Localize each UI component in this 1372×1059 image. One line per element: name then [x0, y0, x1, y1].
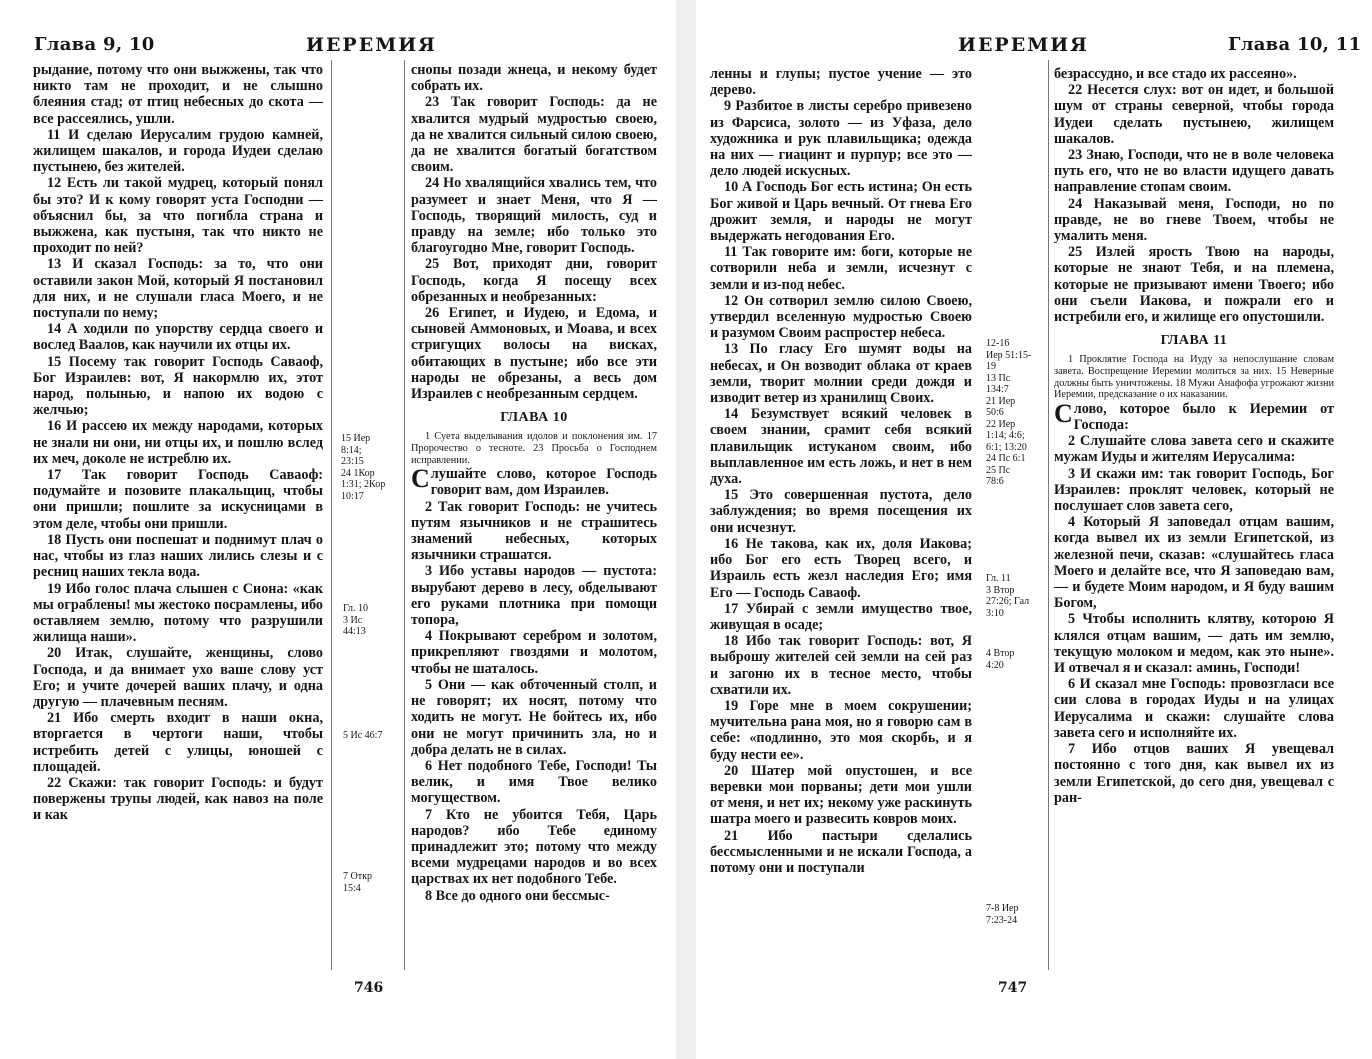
verse: 20 Итак, слушайте, женщины, слово Господа, и да внимает ухо ваше слову уст Его; и учите дочерей ваших плачу, и одна другую — плачевным песням. [33, 645, 323, 710]
cross-reference: Гл. 11 [986, 573, 1011, 584]
verse: 19 Горе мне в моем сокрушении; мучительна рана моя, но я говорю сам в себе: «подлинно, это моя скорбь, и я буду нести ее». [710, 697, 972, 763]
verse: 18 Пусть они поспешат и поднимут плач о нас, чтобы из глаз наших лились слезы и с ресниц наших текла вода. [33, 531, 323, 581]
verse: 18 Ибо так говорит Господь: вот, Я выброшу жителей сей земли на сей раз и загоню их в тесное место, чтобы схватили их. [710, 633, 972, 698]
verse: 21 Ибо смерть входит в наши окна, вторгается в чертоги наши, чтобы истребить детей с улицы, юношей с площадей. [33, 710, 323, 775]
verse: 6 И сказал мне Господь: провозгласи все сии слова в городах Иуды и на улицах Иерусалима и скажи: слушайте слова завета сего и исполняйте их. [1054, 676, 1334, 741]
verse: 25 Излей ярость Твою на народы, которые не знают Тебя, и на племена, которые не призывают имени Твоего; ибо они съели Иакова, и пожрали его и истребили его, и жилище его опустошили. [1054, 244, 1334, 326]
cross-reference: Иер 51:15- [986, 349, 1032, 361]
verse: 5 Они — как обточенный столп, и не говорят; их носят, потому что ходить не могут. Не бойтесь их, ибо они не могут причинить зла, но и добра делать не в силах. [411, 676, 657, 758]
right-column-1 [710, 66, 972, 970]
verse: 12 Есть ли такой мудрец, который понял бы это? И к кому говорят уста Господни — объяснил бы, за что погибла страна и выжжена, как пустыня, так что никто не проходит по ней? [33, 175, 323, 257]
cross-reference: 23:15 [341, 456, 364, 467]
margin-note [986, 648, 1014, 671]
verse: 12 Он сотворил землю силою Своею, утвердил вселенную мудростью Своею и разумом Своим распростер небеса. [710, 292, 972, 342]
verse: 10 А Господь Бог есть истина; Он есть Бог живой и Царь вечный. От гнева Его дрожит земля, и народы не могут выдержать негодования Его. [710, 179, 972, 245]
margin-note [343, 871, 372, 894]
verse: 24 Но хвалящийся хвались тем, что разумеет и знает Меня, что Я — Господь, творящий милость, суд и правду на земле; ибо только это благоугодно Мне, говорит Господь. [411, 175, 657, 257]
verse: 15 Это совершенная пустота, дело заблуждения; во время посещения их они исчезнут. [710, 487, 972, 536]
verse: 9 Разбитое в листы серебро привезено из Фарсиса, золото — из Уфаза, дело художника и рук плавильщика; одежда на них — гиацинт и пурпур; все это — дело людей искусных. [710, 98, 972, 180]
cross-reference: 8:14; [341, 444, 362, 456]
verse: 2 Так говорит Господь: не учитесь путям язычников и не страшитесь знамений небесных, которых язычники страшатся. [411, 498, 657, 564]
left-page-number: 746 [354, 980, 384, 996]
cross-reference: 10:17 [341, 490, 364, 502]
left-column-2 [411, 62, 657, 970]
verse: 4 Который Я заповедал отцам вашим, когда вывел их из земли Египетской, из железной печи, сказав: «слушайтесь гласа Моего и делайте все, что Я заповедаю вам, — и будете Моим народом, и Я буду вашим Богом, [1054, 514, 1334, 612]
left-page [0, 0, 676, 1059]
cross-reference: 134:7 [986, 384, 1009, 395]
cross-reference: 13 Пс [986, 372, 1011, 384]
verse: 20 Шатер мой опустошен, и все веревки мои порваны; дети мои ушли от меня, и нет их; некому уже раскинуть шатра моего и развесить ковров моих. [710, 762, 972, 828]
chapter-10-heading: ГЛАВА 10 [500, 410, 568, 426]
margin-note [986, 338, 1031, 488]
verse: 15 Посему так говорит Господь Саваоф, Бог Израилев: вот, Я накормлю их, этот народ, полынью, и напою их водою с желчью; [33, 353, 323, 419]
margin-note [343, 730, 382, 742]
verse: рыдание, потому что они выжжены, так что никто там не проходит, и не слышно блеяния стад; от птиц небесных до скота — все рассеялись, ушли. [33, 62, 323, 127]
right-book-title: ИЕРЕМИЯ [958, 34, 1089, 56]
chapter-10-verse-1: Слушайте слово, которое Господь говорит вам, дом Израилев. [411, 464, 657, 499]
book-spine [676, 0, 696, 1059]
chapter-11-summary: 1 Проклятие Господа на Иуду за непослушание словам завета. Воспрещение Иеремии молиться за них. 15 Неверные должны быть уничтожены. 18 Мужи Анафофа угрожают жизни Иеремии, предсказание о их наказании. [1054, 354, 1334, 401]
verse: снопы позади жнеца, и некому будет собрать их. [411, 62, 657, 95]
cross-reference: 24 Пс 6:1 [986, 453, 1026, 464]
verse: 13 И сказал Господь: за то, что они оставили закон Мой, который Я постановил для них, и не слушали гласа Моего, и не поступали по нему; [33, 256, 323, 322]
verse: 17 Убирай с земли имущество твое, живущая в осаде; [710, 600, 972, 633]
verse: безрассудно, и все стадо их рассеяно». [1054, 66, 1297, 82]
cross-reference: Гл. 10 [343, 603, 369, 614]
cross-reference: 15 Иер [341, 433, 371, 444]
verse: 24 Наказывай меня, Господи, но по правде, не во гневе Твоем, чтобы не умалить меня. [1054, 195, 1334, 245]
margin-note [343, 603, 368, 638]
cross-reference: 24 1Кор [341, 467, 375, 479]
verse: 21 Ибо пастыри сделались бессмысленными и не искали Господа, а потому они и поступали [710, 827, 972, 876]
column-rule [404, 60, 405, 970]
chapter-11-verse-1: Слово, которое было к Иеремии от Господа: [1054, 398, 1334, 434]
cross-reference: 15:4 [343, 882, 361, 894]
verse: 11 Так говорите им: боги, которые не сотворили неба и земли, исчезнут с земли и из-под небес. [710, 244, 972, 293]
verse: 22 Несется слух: вот он идет, и большой шум от страны северной, чтобы города Иудеи сделать пустынею, жилищем шакалов. [1054, 82, 1334, 147]
chapter-11-heading: ГЛАВА 11 [1160, 333, 1228, 349]
cross-reference: 5 Ис 46:7 [343, 730, 383, 741]
left-column-1 [33, 62, 323, 970]
verse: 7 Ибо отцов ваших Я увещевал постоянно с того дня, как вывел их из земли Египетской, до сего дня, увещевал с ран- [1054, 741, 1334, 806]
verse: 5 Чтобы исполнить клятву, которою Я клялся отцам вашим, — дать им землю, текущую молоком и медом, как это ныне». И отвечал я и сказал: аминь, Господи! [1054, 611, 1334, 677]
verse: 19 Ибо голос плача слышен с Сиона: «как мы ограблены! мы жестоко посрамлены, ибо оставляем землю, потому что разрушили жилища наши». [33, 580, 323, 646]
verse: 11 И сделаю Иерусалим грудою камней, жилищем шакалов, и города Иудеи сделаю пустынею, без жителей. [33, 126, 323, 176]
cross-reference: 19 [986, 361, 996, 372]
verse: 14 А ходили по упорству сердца своего и вослед Ваалов, как научили их отцы их. [33, 321, 323, 354]
cross-reference: 7:23-24 [986, 914, 1018, 926]
cross-reference: 3:10 [986, 607, 1004, 619]
right-column-2 [1054, 66, 1334, 970]
cross-reference: 7-8 Иер [986, 903, 1019, 914]
right-page-number: 747 [998, 980, 1028, 996]
cross-reference: 1:14; 4:6; [986, 430, 1025, 441]
cross-reference: 4 Втор [986, 648, 1015, 659]
right-page [696, 0, 1372, 1059]
chapter-10-summary: 1 Суета выделывания идолов и поклонения им. 17 Пророчество о тесноте. 23 Просьба о Господнем исправлении. [411, 431, 657, 466]
verse: 2 Слушайте слова завета сего и скажите мужам Иуды и жителям Иерусалима: [1054, 433, 1334, 466]
verse: 25 Вот, приходят дни, говорит Господь, когда Я посещу всех обрезанных и необрезанных: [411, 256, 657, 305]
cross-reference: 22 Иер [986, 418, 1016, 430]
verse: 23 Так говорит Господь: да не хвалится мудрый мудростью своею, да не хвалится сильный силою своею, да не хвалится богатый богатством своим. [411, 94, 657, 176]
margin-note [341, 433, 385, 502]
cross-reference: 44:13 [343, 626, 366, 637]
cross-reference: 78:6 [986, 476, 1004, 487]
verse: 14 Безумствует всякий человек в своем знании, срамит себя всякий плавильщик истуканом своим, ибо выплавленное им есть ложь, и нет в нем духа. [710, 406, 972, 488]
margin-note [986, 903, 1019, 926]
column-rule [1048, 60, 1049, 970]
cross-reference: 3 Ис [343, 614, 363, 626]
cross-reference: 3 Втор [986, 584, 1015, 596]
verse: 6 Нет подобного Тебе, Господи! Ты велик, и имя Твое велико могуществом. [411, 757, 657, 807]
left-chapter-ref: Глава 9, 10 [34, 34, 155, 55]
verse: 16 И рассею их между народами, которых не знали ни они, ни отцы их, и пошлю вслед их меч, доколе не истреблю их. [33, 418, 323, 467]
verse: 17 Так говорит Господь Саваоф: подумайте и позовите плакальщиц, чтобы они пришли; пошлите за искусницами в этом деле, чтобы они пришли. [33, 467, 323, 532]
cross-reference: 6:1; 13:20 [986, 441, 1027, 453]
cross-reference: 4:20 [986, 659, 1004, 671]
verse: 3 Ибо уставы народов — пустота: вырубают дерево в лесу, обделывают его руками плотника при помощи топора, [411, 563, 657, 629]
cross-reference: 1:31; 2Кор [341, 479, 386, 490]
left-book-title: ИЕРЕМИЯ [306, 34, 437, 56]
verse: 26 Египет, и Иудею, и Едома, и сыновей Аммоновых, и Моава, и всех стригущих волосы на висках, обитающих в пустыне; ибо все эти народы не обрезаны, а весь дом Израилев с необрезанным сердцем. [411, 305, 657, 403]
right-chapter-ref: Глава 10, 11 [1228, 34, 1362, 55]
verse: 4 Покрывают серебром и золотом, прикрепляют гвоздями и молотом, чтобы не шаталось. [411, 628, 657, 677]
verse: 13 По гласу Его шумят воды на небесах, и Он возводит облака от краев земли, творит молнии среди дождя и изводит ветер из хранилищ Своих. [710, 341, 972, 407]
cross-reference: 50:6 [986, 407, 1004, 418]
drop-cap: С [1054, 398, 1073, 428]
verse: 7 Кто не убоится Тебя, Царь народов? ибо Тебе единому принадлежит это; потому что между всеми мудрецами народов и во всех царствах их нет подобного Тебе. [411, 806, 657, 888]
verse: 16 Не такова, как их, доля Иакова; ибо Бог его есть Творец всего, и Израиль есть жезл наследия Его; имя Его — Господь Саваоф. [710, 535, 972, 601]
verse: 8 Все до одного они бессмыс- [425, 887, 610, 904]
verse: ленны и глупы; пустое учение — это дерево. [710, 66, 972, 99]
verse: 23 Знаю, Господи, что не в воле человека путь его, что не во власти идущего давать направление стопам своим. [1054, 147, 1334, 196]
verse: 22 Скажи: так говорит Господь: и будут повержены трупы людей, как навоз на поле и как [33, 774, 323, 824]
verse: 3 И скажи им: так говорит Господь, Бог Израилев: проклят человек, который не послушает слов завета сего, [1054, 465, 1334, 515]
cross-reference: 27:26; Гал [986, 596, 1030, 607]
cross-reference: 12-16 [986, 338, 1010, 349]
column-rule [331, 60, 332, 970]
cross-reference: 25 Пс [986, 464, 1011, 476]
drop-cap: С [411, 464, 430, 494]
margin-note [986, 573, 1029, 619]
cross-reference: 21 Иер [986, 395, 1016, 407]
cross-reference: 7 Откр [343, 871, 372, 882]
